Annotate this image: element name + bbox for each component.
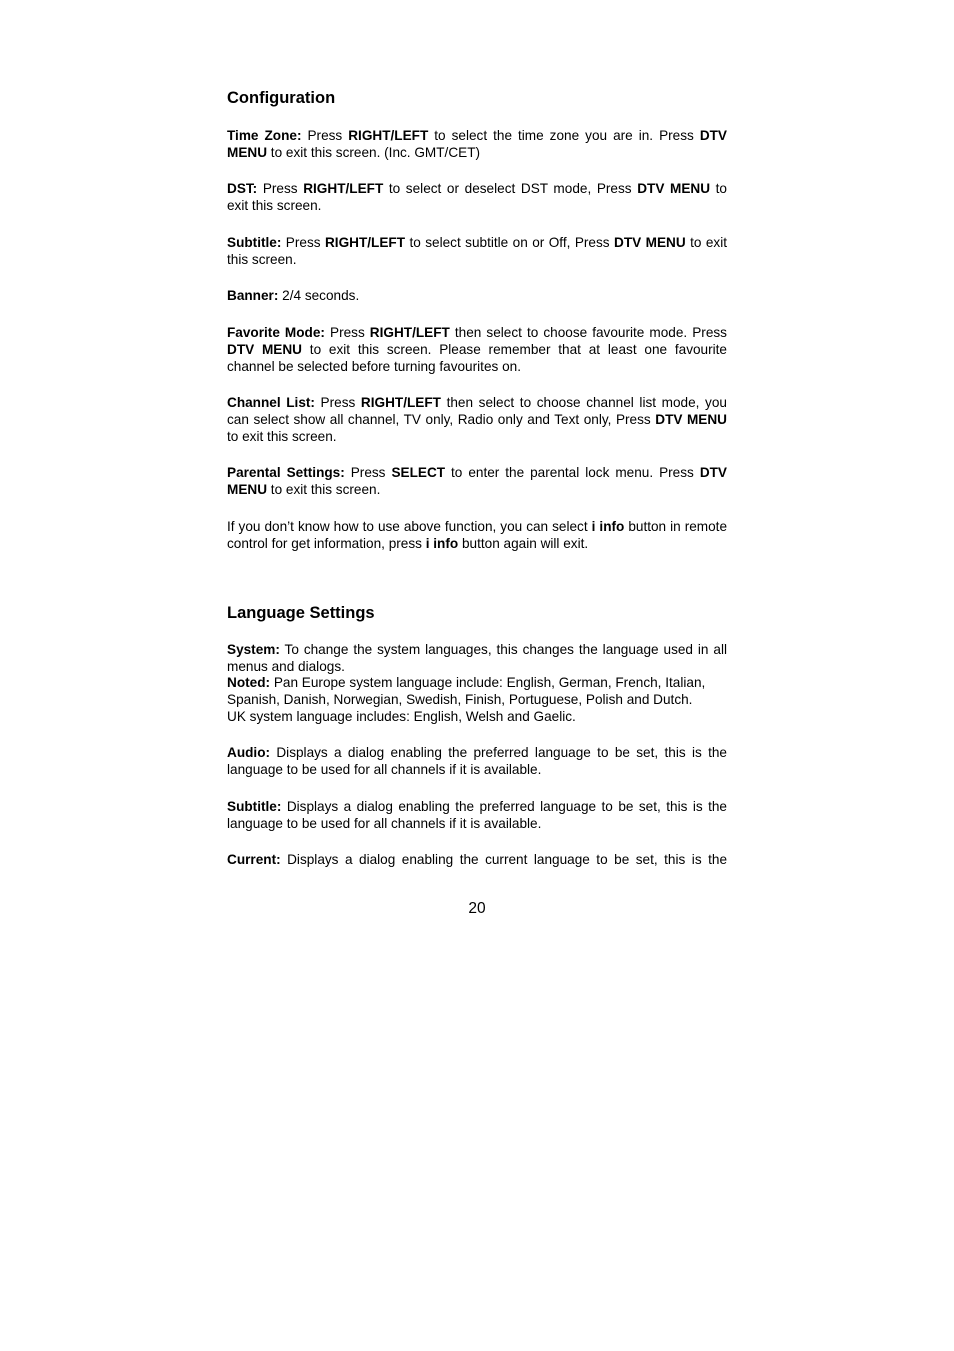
time-zone-text-1: Press [301, 128, 349, 143]
subtitle-language-paragraph [227, 799, 727, 833]
info-key-1: i info [591, 519, 625, 534]
page-number: 20 [468, 900, 486, 917]
time-zone-paragraph [227, 128, 727, 162]
channel-list-key-1: RIGHT/LEFT [360, 395, 441, 410]
channel-list-text-3: to exit this screen. [227, 428, 337, 444]
dst-label: DST: [227, 181, 258, 196]
noted-label: Noted: [227, 675, 271, 690]
dst-key-1: RIGHT/LEFT [303, 181, 384, 196]
info-text-1: If you don’t know how to use above function, you can select [227, 519, 592, 534]
subtitle-config-label: Subtitle: [227, 235, 282, 250]
subtitle-language-text: Displays a dialog enabling the preferred language to be set, this is the language to be used for all channels if it is available. [227, 799, 727, 831]
current-language-label: Current: [227, 852, 281, 867]
system-language-paragraph [227, 642, 727, 676]
noted-line-2: Spanish, Danish, Norwegian, Swedish, Finish, Portuguese, Polish and Dutch. [227, 691, 693, 707]
channel-list-text-2: then select to choose channel list mode, you can select show all channel, TV only, Radio only and Text only, Press [227, 395, 727, 427]
parental-settings-text-3: to exit this screen. [267, 481, 381, 497]
system-language-text: To change the system languages, this changes the language used in all menus and dialogs. [227, 642, 727, 674]
subtitle-config-key-2: DTV MENU [614, 235, 686, 250]
noted-paragraph [227, 675, 747, 725]
time-zone-key-1: RIGHT/LEFT [348, 128, 429, 143]
audio-language-label: Audio: [227, 745, 271, 760]
subtitle-config-text-3: to exit this screen. [227, 235, 727, 267]
info-key-2: i info [425, 535, 459, 551]
dst-text-2: to select or deselect DST mode, Press [383, 181, 638, 196]
time-zone-text-3: to exit this screen. (Inc. GMT/CET) [267, 144, 481, 160]
configuration-heading: Configuration [227, 89, 336, 107]
banner-label: Banner: [227, 288, 279, 303]
favorite-mode-text-2: then select to choose favourite mode. Press [449, 325, 727, 340]
favorite-mode-paragraph [227, 325, 727, 375]
channel-list-text-1: Press [314, 395, 361, 410]
current-language-paragraph [227, 852, 727, 869]
banner-paragraph [227, 288, 727, 305]
channel-list-paragraph [227, 395, 727, 445]
dst-key-2: DTV MENU [637, 181, 711, 196]
banner-text: 2/4 seconds. [278, 288, 360, 303]
subtitle-config-text-2: to select subtitle on or Off, Press [405, 235, 614, 250]
audio-language-paragraph [227, 745, 727, 779]
favorite-mode-key-2: DTV MENU [227, 341, 303, 357]
favorite-mode-label: Favorite Mode: [227, 325, 325, 340]
system-language-label: System: [227, 642, 280, 657]
subtitle-config-key-1: RIGHT/LEFT [324, 235, 406, 250]
channel-list-key-2: DTV MENU [655, 411, 727, 427]
parental-settings-key-2: DTV MENU [227, 465, 727, 497]
time-zone-key-2: DTV MENU [227, 128, 727, 160]
favorite-mode-text-3: to exit this screen. Please remember that at least one favourite channel be selected before turning favourites on. [227, 341, 727, 374]
favorite-mode-key-1: RIGHT/LEFT [369, 325, 450, 340]
info-paragraph [227, 519, 727, 553]
time-zone-label: Time Zone: [227, 128, 302, 143]
parental-settings-paragraph [227, 465, 727, 499]
language-settings-heading: Language Settings [227, 604, 375, 622]
noted-line-3: UK system language includes: English, Welsh and Gaelic. [227, 708, 576, 724]
dst-text-3: to exit this screen. [227, 181, 727, 213]
parental-settings-key-1: SELECT [391, 465, 446, 480]
dst-text-1: Press [257, 181, 304, 196]
info-text-3: button again will exit. [458, 535, 589, 551]
dst-paragraph [227, 181, 727, 215]
time-zone-text-2: to select the time zone you are in. Press [428, 128, 700, 143]
noted-text-1: Pan Europe system language include: English, German, French, Italian, [270, 675, 706, 690]
current-language-text: Displays a dialog enabling the current language to be set, this is the [280, 852, 727, 867]
subtitle-config-text-1: Press [281, 235, 325, 250]
parental-settings-text-2: to enter the parental lock menu. Press [445, 465, 700, 480]
favorite-mode-text-1: Press [324, 325, 370, 340]
parental-settings-label: Parental Settings: [227, 465, 345, 480]
audio-language-text: Displays a dialog enabling the preferred language to be set, this is the language to be used for all channels if it is available. [227, 745, 727, 777]
noted-line-1 [227, 675, 747, 692]
subtitle-config-paragraph [227, 235, 727, 269]
subtitle-language-label: Subtitle: [227, 799, 282, 814]
parental-settings-text-1: Press [344, 465, 392, 480]
channel-list-label: Channel List: [227, 395, 315, 410]
info-text-2: button in remote control for get information, press [227, 519, 728, 551]
